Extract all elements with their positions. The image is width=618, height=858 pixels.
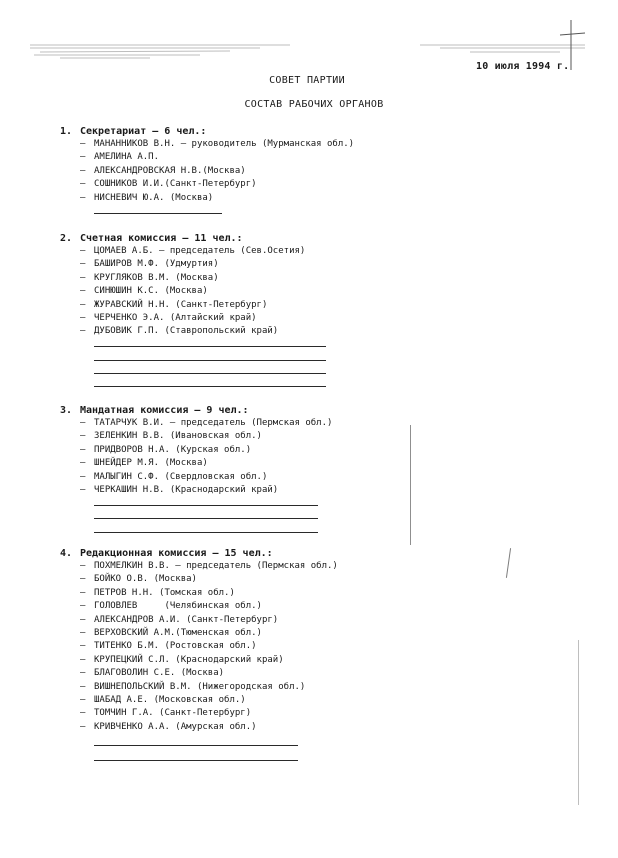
list-item: – ЧЕРКАШИН Н.В. (Краснодарский край) bbox=[80, 484, 279, 495]
section-editorial-commission bbox=[60, 547, 338, 734]
list-item: – СИНЮШИН К.С. (Москва) bbox=[80, 286, 208, 297]
list-item: – ТИТЕНКО Б.М. (Ростовская обл.) bbox=[80, 641, 257, 652]
document-date: 10 июля 1994 г. bbox=[476, 61, 570, 72]
section-heading bbox=[60, 547, 338, 560]
section-heading bbox=[60, 232, 305, 245]
list-item: – ТАТАРЧУК В.И. – председатель (Пермская обл.) bbox=[80, 418, 333, 428]
list-item: – БЛАГОВОЛИН С.Е. (Москва) bbox=[80, 668, 225, 679]
section-title: Счетная комиссия – 11 чел.: bbox=[80, 233, 243, 244]
section-heading bbox=[60, 404, 332, 417]
member-list bbox=[60, 138, 354, 205]
member-list bbox=[60, 417, 332, 497]
list-item: – ПОХМЕЛКИН В.В. – председатель (Пермская обл.) bbox=[80, 561, 338, 571]
document-subtitle: СОСТАВ РАБОЧИХ ОРГАНОВ bbox=[244, 99, 384, 110]
list-item: – МАНАННИКОВ В.Н. – руководитель (Мурманская обл.) bbox=[80, 139, 355, 149]
scan-mark-line bbox=[506, 548, 511, 578]
list-item: – ЖУРАВСКИЙ Н.Н. (Санкт-Петербург) bbox=[80, 299, 268, 310]
blank-line bbox=[94, 373, 326, 374]
list-item: – АМЕЛИНА А.П. bbox=[80, 152, 160, 163]
list-item: – БОЙКО О.В. (Москва) bbox=[80, 574, 197, 585]
list-item: – ЦОМАЕВ А.Б. – председатель (Сев.Осетия) bbox=[80, 246, 306, 256]
section-mandate-commission bbox=[60, 404, 332, 497]
list-item: – КРИВЧЕНКО А.А. (Амурская обл.) bbox=[80, 721, 257, 732]
list-item: – СОШНИКОВ И.И.(Санкт-Петербург) bbox=[80, 179, 257, 190]
scan-mark-line bbox=[578, 640, 579, 805]
list-item: – ЧЕРЧЕНКО Э.А. (Алтайский край) bbox=[80, 312, 257, 323]
list-item: – ДУБОВИК Г.П. (Ставропольский край) bbox=[80, 326, 279, 337]
list-item: – ПЕТРОВ Н.Н. (Томская обл.) bbox=[80, 587, 235, 598]
list-item: – ГОЛОВЛЕВ (Челябинская обл.) bbox=[80, 601, 262, 612]
member-list bbox=[60, 560, 338, 734]
list-item: – НИСНЕВИЧ Ю.А. (Москва) bbox=[80, 192, 214, 203]
blank-line bbox=[94, 760, 298, 761]
member-list bbox=[60, 245, 305, 339]
section-number: 4. bbox=[60, 548, 73, 559]
scan-mark-line bbox=[410, 425, 411, 545]
blank-line bbox=[94, 505, 318, 506]
blank-line bbox=[94, 518, 318, 519]
section-title: Секретариат – 6 чел.: bbox=[80, 126, 207, 137]
list-item: – ПРИДВОРОВ Н.А. (Курская обл.) bbox=[80, 444, 252, 455]
blank-line bbox=[94, 213, 222, 214]
list-item: – ВЕРХОВСКИЙ А.М.(Тюменская обл.) bbox=[80, 627, 262, 638]
list-item: – КРУГЛЯКОВ В.М. (Москва) bbox=[80, 272, 219, 283]
blank-line bbox=[94, 532, 318, 533]
list-item: – КРУПЕЦКИЙ С.Л. (Краснодарский край) bbox=[80, 654, 284, 665]
list-item: – ТОМЧИН Г.А. (Санкт-Петербург) bbox=[80, 708, 252, 719]
blank-line bbox=[94, 745, 298, 746]
section-title: Мандатная комиссия – 9 чел.: bbox=[80, 405, 249, 416]
list-item: – ШНЕЙДЕР М.Я. (Москва) bbox=[80, 458, 208, 469]
blank-line bbox=[94, 346, 326, 347]
list-item: – АЛЕКСАНДРОВСКАЯ Н.В.(Москва) bbox=[80, 165, 246, 176]
blank-line bbox=[94, 360, 326, 361]
list-item: – ВИШНЕПОЛЬСКИЙ В.М. (Нижегородская обл.) bbox=[80, 681, 306, 692]
section-secretariat bbox=[60, 125, 354, 205]
section-number: 1. bbox=[60, 126, 73, 137]
blank-line bbox=[94, 386, 326, 387]
section-number: 3. bbox=[60, 405, 73, 416]
list-item: – ЗЕЛЕНКИН В.В. (Ивановская обл.) bbox=[80, 431, 262, 442]
list-item: – МАЛЫГИН С.Ф. (Свердловская обл.) bbox=[80, 471, 268, 482]
section-title: Редакционная комиссия – 15 чел.: bbox=[80, 548, 273, 559]
document-title: СОВЕТ ПАРТИИ bbox=[269, 75, 345, 86]
section-heading bbox=[60, 125, 354, 138]
list-item: – БАШИРОВ М.Ф. (Удмуртия) bbox=[80, 259, 219, 270]
section-counting-commission bbox=[60, 232, 305, 339]
list-item: – ШАБАД А.Е. (Московская обл.) bbox=[80, 694, 246, 705]
list-item: – АЛЕКСАНДРОВ А.И. (Санкт-Петербург) bbox=[80, 614, 279, 625]
section-number: 2. bbox=[60, 233, 73, 244]
